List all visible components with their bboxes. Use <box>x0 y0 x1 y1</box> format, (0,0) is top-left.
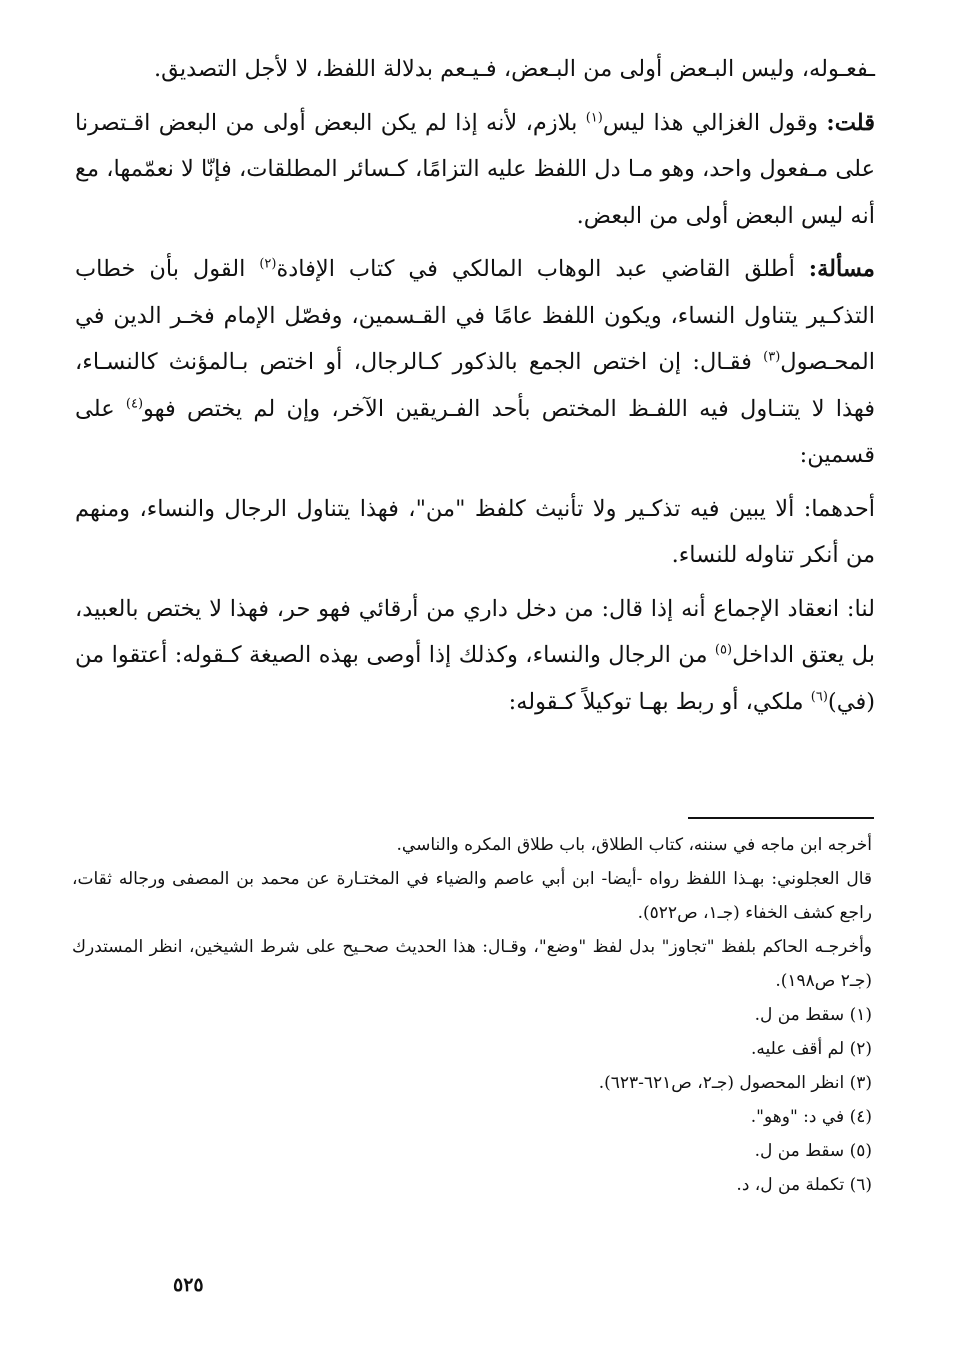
footnote-ref-2: (٢) <box>259 256 277 272</box>
footnote-ref-4: (٤) <box>125 396 144 411</box>
paragraph-4: أحدهما: ألا يبين فيه تذكـير ولا تأنيث كلفظ "من"، فهذا يتناول الرجال والنساء، ومنهم من أنكر تناوله للنساء. <box>75 495 875 568</box>
footnote-1: (١) سقط من ل. <box>754 1005 872 1025</box>
paragraph-5 <box>75 586 875 726</box>
paragraph-2 <box>75 100 875 240</box>
footnote-ref-1: (١) <box>585 110 603 125</box>
paragraph-3 <box>75 246 875 479</box>
paragraph-3-lead: مسألة: <box>808 256 875 282</box>
paragraph-5-text-c: ملكي، أو ربط بهـا توكيلاً كـقوله: <box>508 688 811 715</box>
footnote-ref-3: (٣) <box>763 349 781 365</box>
footnote-3: (٣) انظر المحصول (جـ٢، ص٦٢١-٦٢٣). <box>598 1073 872 1093</box>
footnotes <box>72 828 872 1202</box>
footnote-4: (٤) في د: "وهو". <box>750 1107 872 1127</box>
footnote-block-2: قال العجلوني: بهـذا اللفظ رواه -أيضا- ابن أبي عاصم والضياء في المختـارة عن محمد بن المصفى ورجاله ثقات، راجع كشف الخفاء (جـ١، ص٥٢٢). <box>72 869 872 923</box>
footnote-5: (٥) سقط من ل. <box>754 1141 872 1161</box>
footnote-block-3: وأخرجـه الحاكم بلفظ "تجاوز" بدل لفظ "وضع"، وقـال: هذا الحديث صحـيح على شرط الشيخين، انظر المستدرك (جـ٢ ص١٩٨). <box>72 937 872 991</box>
paragraph-3-text-a: أطلق القاضي عبد الوهاب المالكي في كتاب الإفادة <box>276 256 809 282</box>
footnote-ref-6: (٦) <box>810 689 828 704</box>
paragraph-3-text-c: فقـال: إن اختص الجمع بالذكور كـالرجال، أو اختص بـالمؤنث كالنسـاء، فهذا لا يتنـاول فيه اللفـظ المختص بأحد الفـريقين الآخر، وإن لم يختص فهو <box>75 349 875 422</box>
footnote-6: (٦) تكملة من ل، د. <box>736 1175 872 1195</box>
paragraph-2-lead: قلت: <box>826 109 875 136</box>
page-number: ٥٢٥ <box>173 1274 204 1296</box>
paragraph-5-text-a: لنا: انعقاد الإجماع أنه إذا قال: من دخل داري من أرقائي فهو حر، فهذا لا يختص بالعبيد، بل يعتق الداخل <box>75 595 875 668</box>
paragraph-3-text-b: القول بأن خطاب التذكـير يتناول النساء، ويكون اللفظ عامًا في القـسمين، وفصّل الإمام فخـر الدين في المحـصول <box>75 256 875 375</box>
footnote-ref-5: (٥) <box>714 642 733 658</box>
main-text <box>75 46 875 732</box>
footnote-divider <box>688 817 874 819</box>
footnote-2: (٢) لم أقف عليه. <box>751 1039 872 1059</box>
paragraph-2-text-a: وقول الغزالي هذا ليس <box>602 109 827 136</box>
paragraph-5-text-b: من الرجال والنساء، وكذلك إذا أوصى بهذه الصيغة كـقوله: أعتقوا من (في) <box>75 642 875 715</box>
paragraph-1: ـفعـوله، وليس البـعض أولى من البـعض، فـيـعم بدلالة اللفظ، لا لأجل التصديق. <box>153 56 875 82</box>
footnote-block-1: أخرجه ابن ماجه في سننه، كتاب الطلاق، باب طلاق المكره والناسي. <box>396 835 872 855</box>
paragraph-2-text-b: بلازم، لأنه إذا لم يكن البعض أولى من البعض اقـتصرنا على مـفعول واحد، وهو مـا دل اللفظ عليه التزامًا، كـسائر المطلقات، فإنّا لا نعمّمها، مع أنه ليس البعض أولى من البعض. <box>75 109 875 229</box>
paragraph-3-text-d: على قسمين: <box>75 395 875 468</box>
